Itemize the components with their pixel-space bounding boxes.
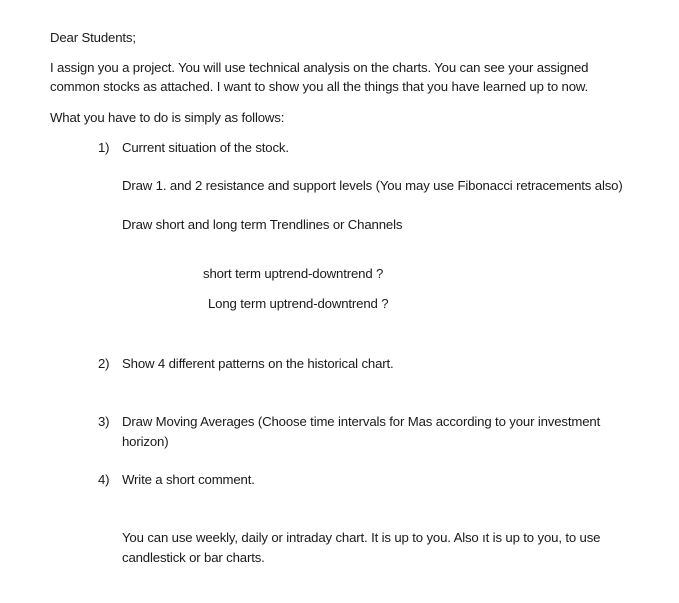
item-3-title-line-2: horizon) bbox=[122, 434, 169, 449]
salutation: Dear Students; bbox=[50, 30, 136, 45]
closing-line-1: You can use weekly, daily or intraday chart. It is up to you. Also ıt is up to you, to use bbox=[122, 530, 601, 545]
closing-line-2: candlestick or bar charts. bbox=[122, 550, 265, 565]
item-4-title: Write a short comment. bbox=[122, 472, 255, 487]
item-1-number: 1) bbox=[98, 140, 110, 155]
item-3-title-line-1: Draw Moving Averages (Choose time intervals for Mas according to your investment bbox=[122, 414, 601, 429]
item-3-number: 3) bbox=[98, 414, 110, 429]
item-4-number: 4) bbox=[98, 472, 110, 487]
item-1-title: Current situation of the stock. bbox=[122, 140, 289, 155]
item-1-sub-2: Draw short and long term Trendlines or Channels bbox=[122, 217, 403, 232]
item-1-question-2: Long term uptrend-downtrend ? bbox=[208, 296, 389, 311]
intro-line-1: I assign you a project. You will use technical analysis on the charts. You can see your assigned bbox=[50, 60, 589, 75]
item-2-title: Show 4 different patterns on the historical chart. bbox=[122, 356, 394, 371]
intro-line-2: common stocks as attached. I want to show you all the things that you have learned up to now. bbox=[50, 79, 589, 94]
follows-line: What you have to do is simply as follows: bbox=[50, 110, 285, 125]
item-2-number: 2) bbox=[98, 356, 110, 371]
item-1-sub-1: Draw 1. and 2 resistance and support levels (You may use Fibonacci retracements also) bbox=[122, 178, 623, 193]
item-1-question-1: short term uptrend-downtrend ? bbox=[203, 266, 384, 281]
